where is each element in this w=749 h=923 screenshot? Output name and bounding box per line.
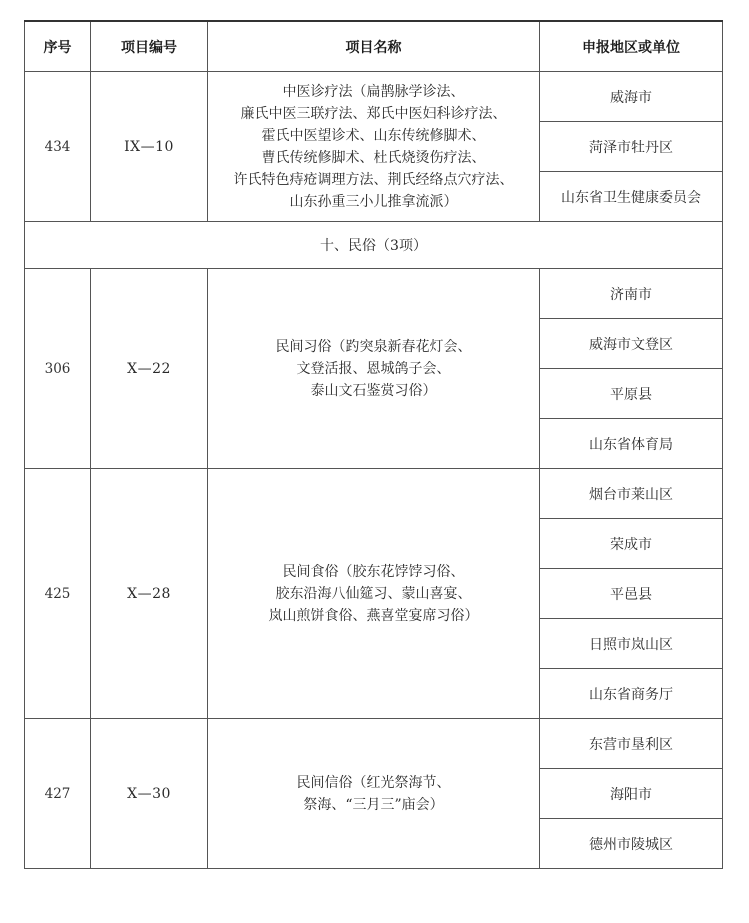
project-name-line: 文登活报、恩城鸽子会、 <box>296 360 451 377</box>
project-name-line: 曹氏传统修脚术、杜氏烧烫伤疗法、 <box>261 149 486 166</box>
project-name-line: 民间习俗（趵突泉新春花灯会、 <box>275 338 472 355</box>
region-cell: 日照市岚山区 <box>540 619 723 669</box>
row-number: 306 <box>25 269 91 469</box>
project-name-line: 廉氏中医三联疗法、郑氏中医妇科诊疗法、 <box>240 105 507 122</box>
region-cell: 山东省体育局 <box>540 419 723 469</box>
project-name <box>208 469 540 719</box>
region-cell: 威海市文登区 <box>540 319 723 369</box>
header-code: 项目编号 <box>91 21 208 72</box>
table-row <box>25 719 723 769</box>
project-code: X—30 <box>91 719 208 869</box>
region-cell: 山东省卫生健康委员会 <box>540 172 723 222</box>
project-code: X—28 <box>91 469 208 719</box>
project-name <box>208 719 540 869</box>
project-name-line: 山东孙重三小儿推拿流派） <box>289 193 458 210</box>
project-code: IX—10 <box>91 72 208 222</box>
region-cell: 平原县 <box>540 369 723 419</box>
header-row <box>25 21 723 72</box>
row-number: 425 <box>25 469 91 719</box>
section-row <box>25 222 723 269</box>
project-name-line: 岚山煎饼食俗、燕喜堂宴席习俗） <box>268 607 479 624</box>
table-row <box>25 469 723 519</box>
table-row <box>25 72 723 122</box>
project-code: X—22 <box>91 269 208 469</box>
row-number: 434 <box>25 72 91 222</box>
project-name-line: 民间食俗（胶东花饽饽习俗、 <box>282 563 465 580</box>
table-row <box>25 269 723 319</box>
region-cell: 山东省商务厅 <box>540 669 723 719</box>
project-name-line: 胶东沿海八仙筵习、蒙山喜宴、 <box>275 585 472 602</box>
region-cell: 烟台市莱山区 <box>540 469 723 519</box>
project-name-line: 中医诊疗法（扁鹊脉学诊法、 <box>282 83 465 100</box>
project-name <box>208 269 540 469</box>
heritage-table <box>24 20 723 869</box>
region-cell: 菏泽市牡丹区 <box>540 122 723 172</box>
region-cell: 东营市垦利区 <box>540 719 723 769</box>
region-cell: 济南市 <box>540 269 723 319</box>
header-name: 项目名称 <box>208 21 540 72</box>
project-name-line: 霍氏中医望诊术、山东传统修脚术、 <box>261 127 486 144</box>
section-title: 十、民俗（3项） <box>25 222 723 269</box>
project-name-line: 祭海、“三月三”庙会） <box>303 796 444 813</box>
row-number: 427 <box>25 719 91 869</box>
header-region: 申报地区或单位 <box>540 21 723 72</box>
region-cell: 平邑县 <box>540 569 723 619</box>
region-cell: 德州市陵城区 <box>540 819 723 869</box>
project-name-line: 许氏特色痔疮调理方法、荆氏经络点穴疗法、 <box>233 171 514 188</box>
region-cell: 荣成市 <box>540 519 723 569</box>
project-name-line: 泰山文石鉴赏习俗） <box>310 382 437 399</box>
project-name <box>208 72 540 222</box>
project-name-line: 民间信俗（红光祭海节、 <box>296 774 451 791</box>
region-cell: 海阳市 <box>540 769 723 819</box>
region-cell: 威海市 <box>540 72 723 122</box>
header-num: 序号 <box>25 21 91 72</box>
